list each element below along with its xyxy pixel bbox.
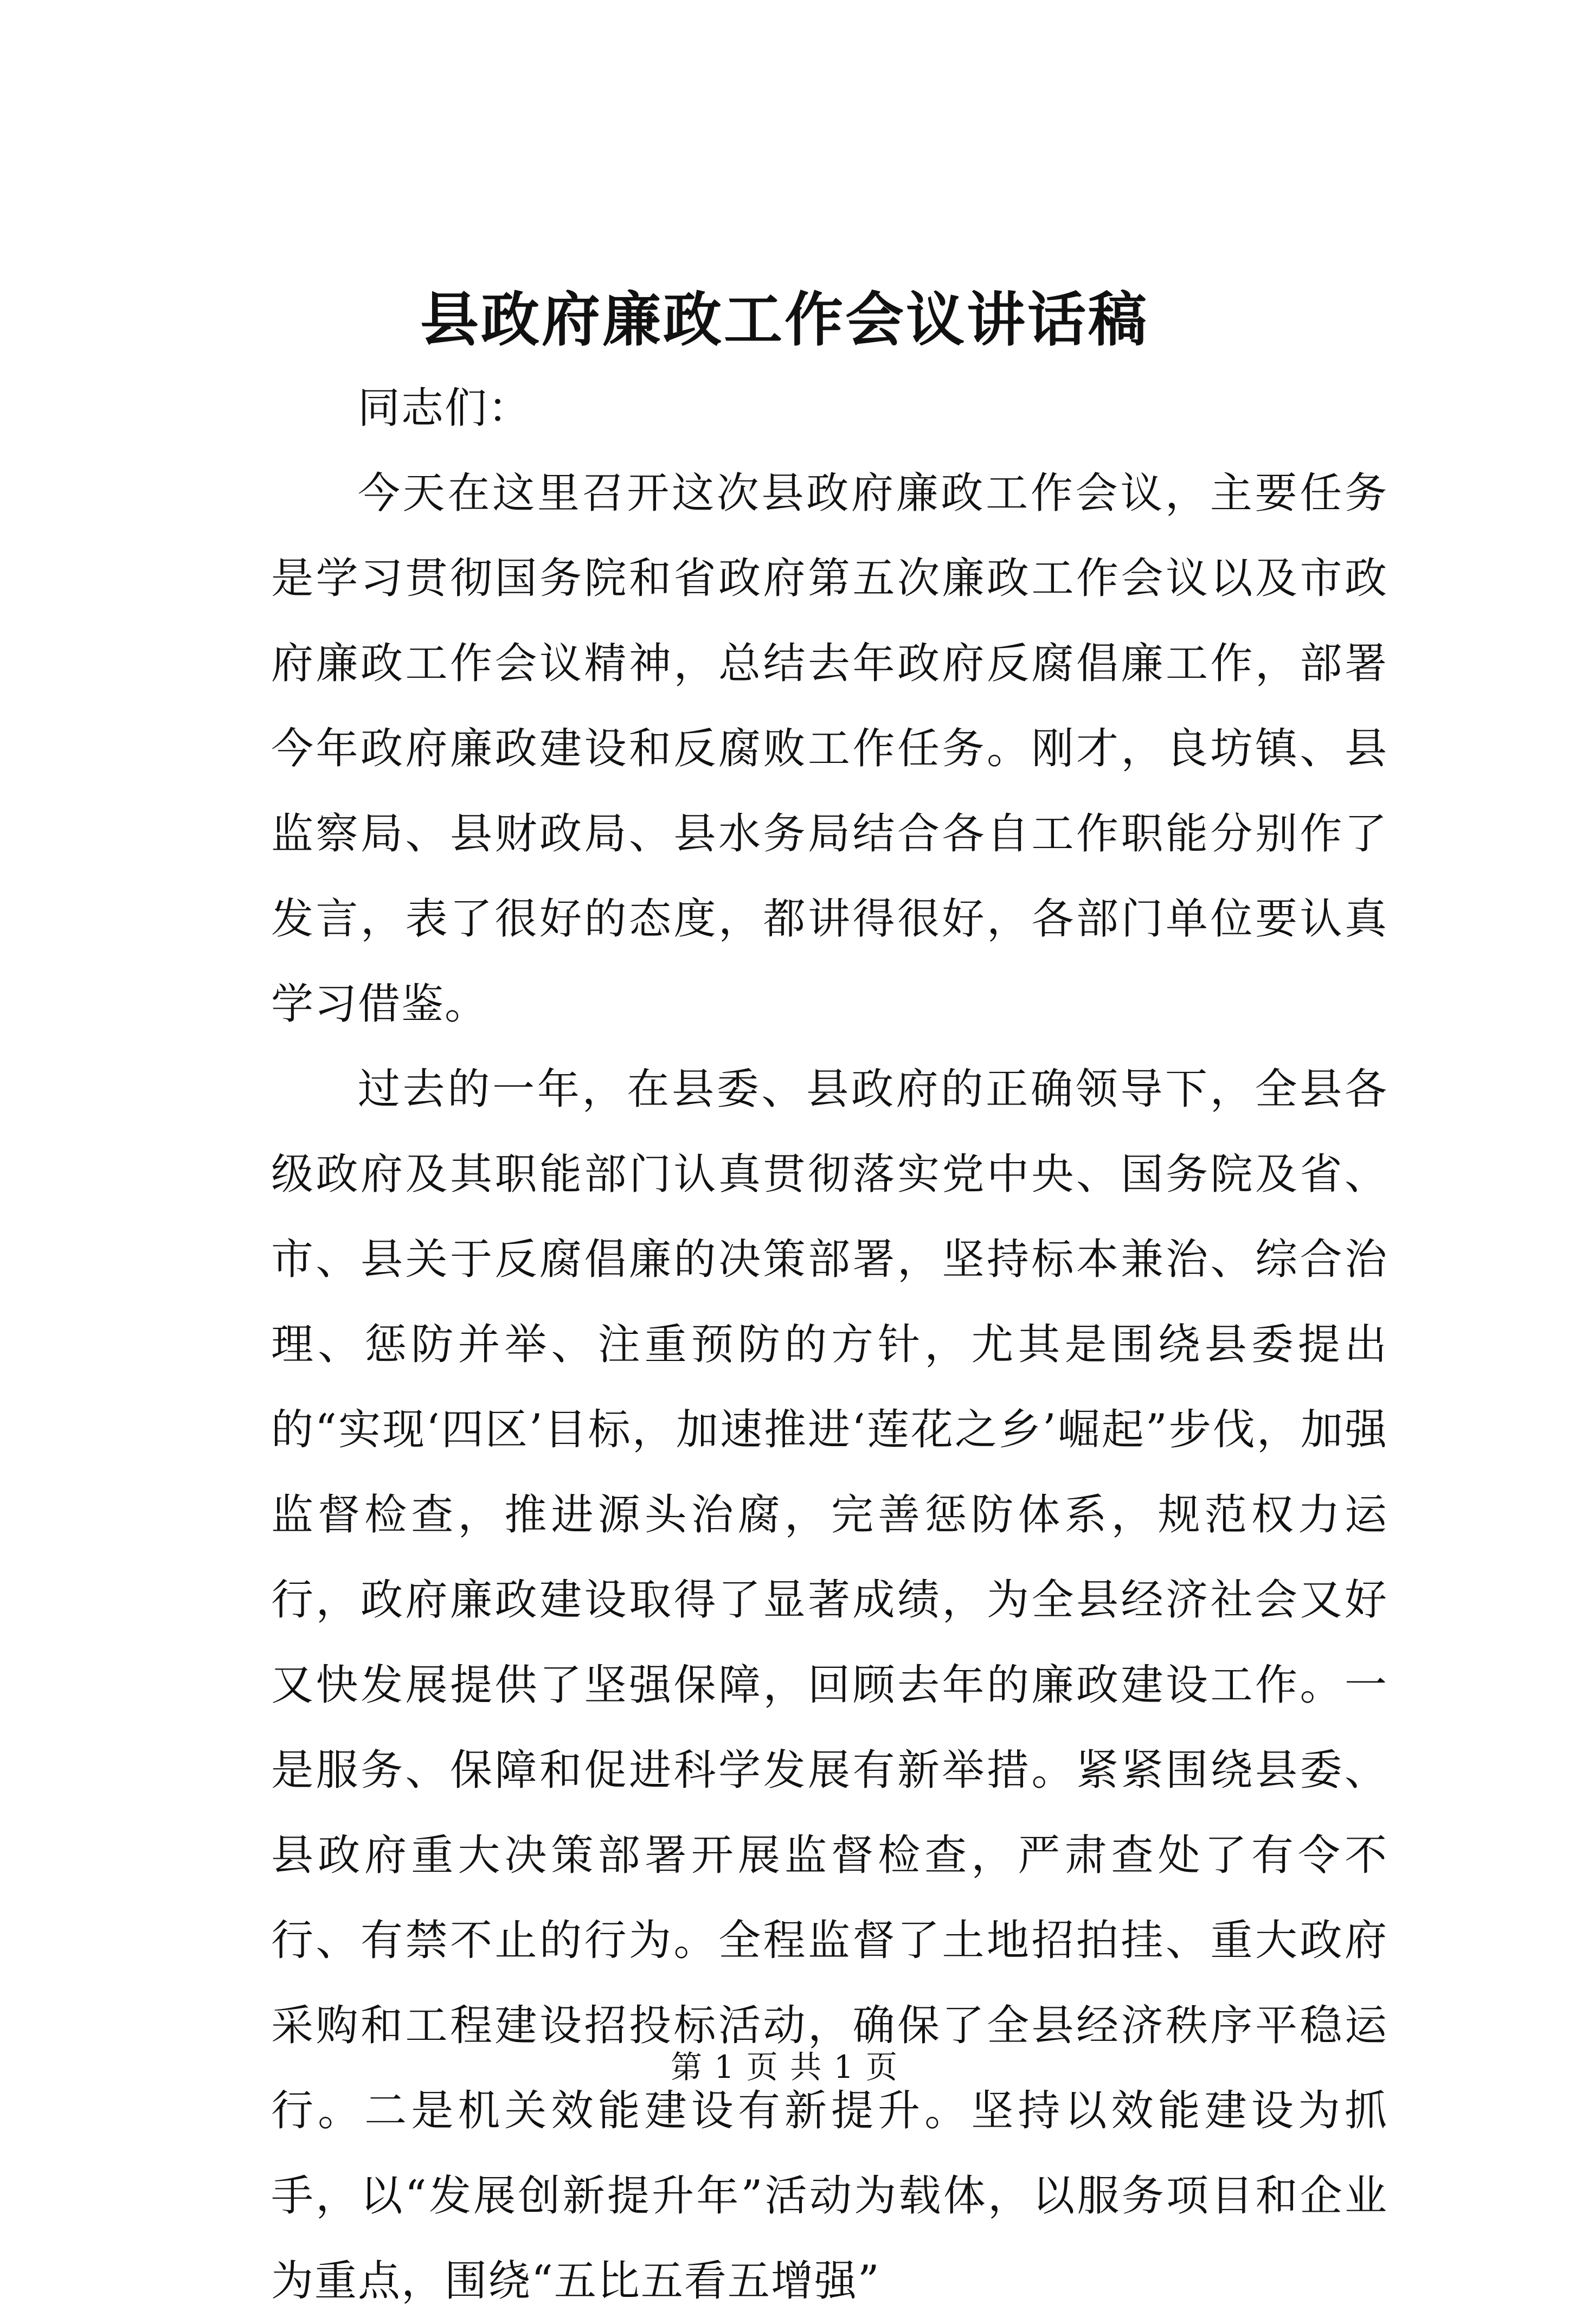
paragraph-2: 过去的一年，在县委、县政府的正确领导下，全县各级政府及其职能部门认真贯彻落实党中央、国务院及省、市、县关于反腐倡廉的决策部署，坚持标本兼治、综合治理、惩防并举、注重预防的方针，尤其是围绕县委提出的“实现‘四区’目标，加速推进‘莲花之乡’崛起”步伐，加强监督检查，推进源头治腐，完善惩防体系，规范权力运行，政府廉政建设取得了显著成绩，为全县经济社会又好又快发展提供了坚强保障，回顾去年的廉政建设工作。一是服务、保障和促进科学发展有新举措。紧紧围绕县委、县政府重大决策部署开展监督检查，严肃查处了有令不行、有禁不止的行为。全程监督了土地招拍挂、重大政府采购和工程建设招投标活动，确保了全县经济秩序平稳运行。二是机关效能建设有新提升。坚持以效能建设为抓手，以“发展创新提升年”活动为载体，以服务项目和企业为重点，围绕“五比五看五增强” bbox=[271, 1065, 1388, 2306]
page-footer: 第 1 页 共 1 页 bbox=[671, 2049, 898, 2085]
document-body bbox=[271, 366, 1388, 2324]
paragraph-1: 今天在这里召开这次县政府廉政工作会议，主要任务是学习贯彻国务院和省政府第五次廉政工作会议以及市政府廉政工作会议精神，总结去年政府反腐倡廉工作，部署今年政府廉政建设和反腐败工作任务。刚才，良坊镇、县监察局、县财政局、县水务局结合各自工作职能分别作了发言，表了很好的态度，都讲得很好，各部门单位要认真学习借鉴。 bbox=[271, 469, 1388, 1029]
document-title: 县政府廉政工作会议讲话稿 bbox=[420, 286, 1149, 354]
greeting-line: 同志们： bbox=[357, 384, 531, 433]
